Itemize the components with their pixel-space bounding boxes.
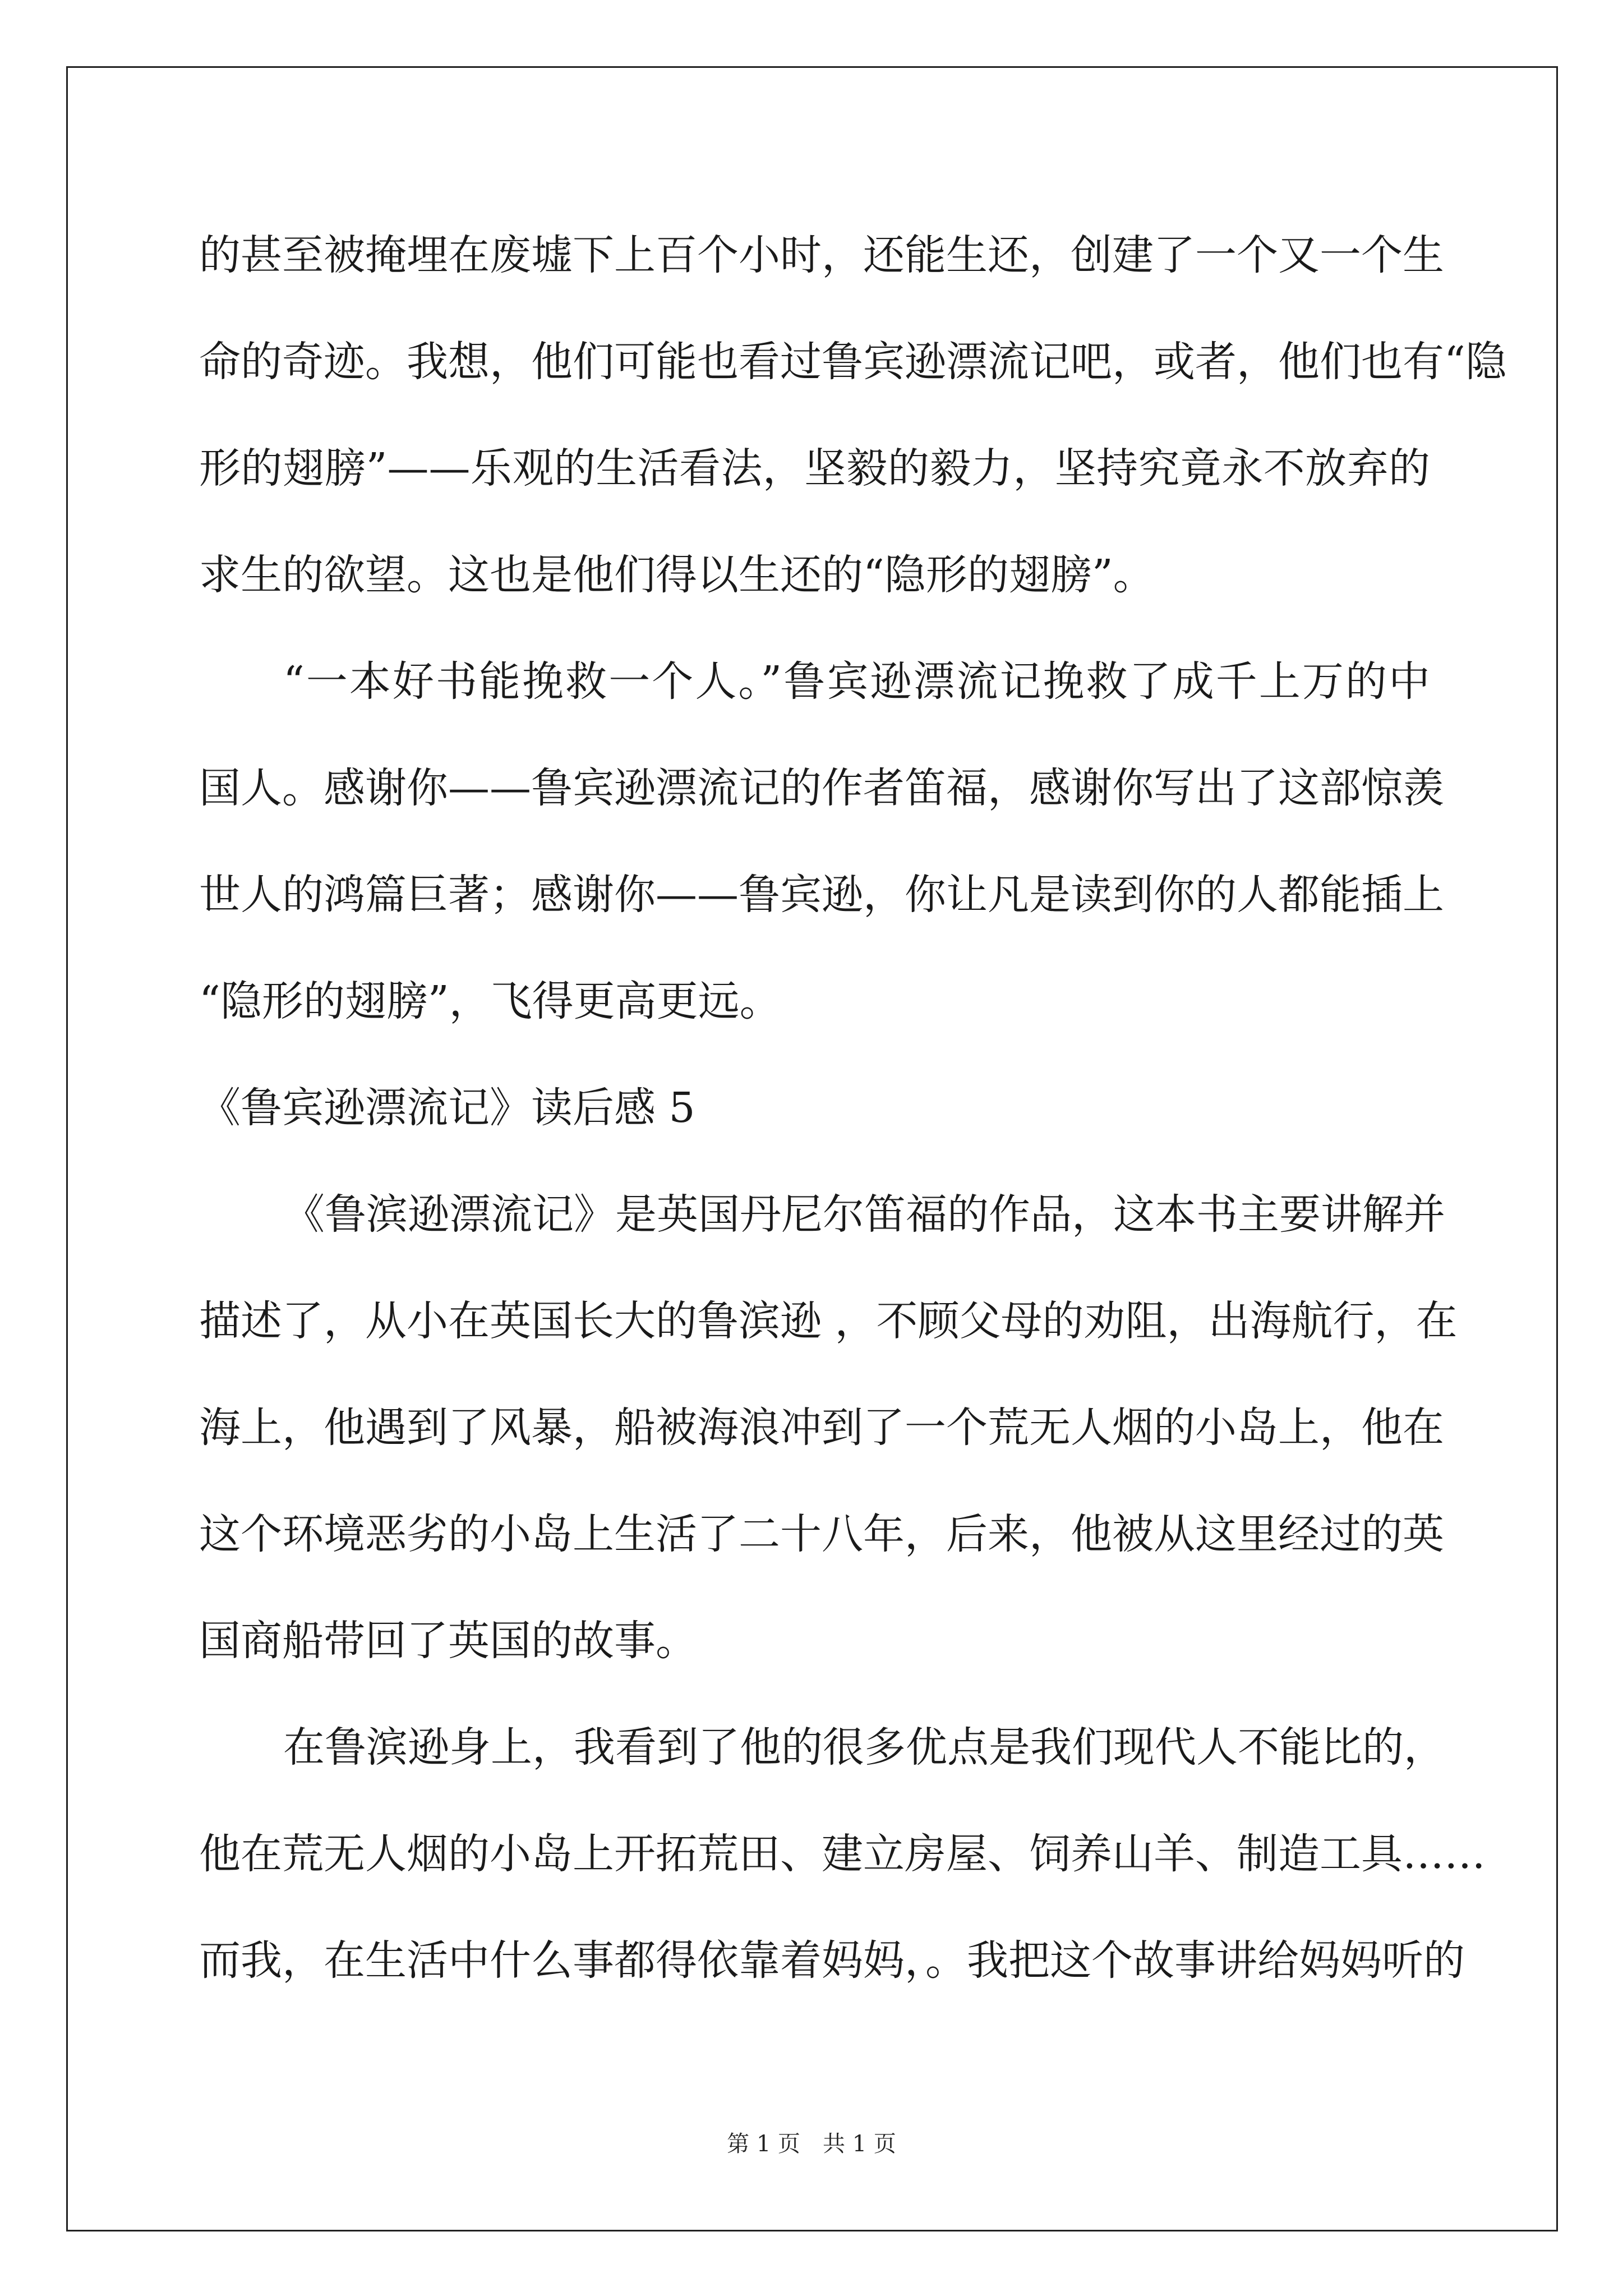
paragraph-line: 命的奇迹。我想，他们可能也看过鲁宾逊漂流记吧，或者，他们也有“隐: [199, 338, 1507, 386]
paragraph-line: 海上，他遇到了风暴，船被海浪冲到了一个荒无人烟的小岛上，他在: [199, 1404, 1444, 1452]
paragraph-line: 这个环境恶劣的小岛上生活了二十八年，后来，他被从这里经过的英: [199, 1510, 1444, 1558]
page-number: 第 1 页 共 1 页: [727, 2131, 896, 2157]
paragraph-line: 的甚至被掩埋在废墟下上百个小时，还能生还，创建了一个又一个生: [199, 231, 1444, 279]
paragraph-line: 描述了，从小在英国长大的鲁滨逊 ，不顾父母的劝阻，出海航行，在: [199, 1297, 1458, 1345]
paragraph-line: 形的翅膀”——乐观的生活看法，坚毅的毅力，坚持究竟永不放弃的: [199, 444, 1430, 493]
paragraph-line: 《鲁滨逊漂流记》是英国丹尼尔笛福的作品，这本书主要讲解并: [283, 1190, 1445, 1239]
paragraph-line: 世人的鸿篇巨著；感谢你——鲁宾逊，你让凡是读到你的人都能插上: [199, 871, 1444, 919]
paragraph-line: 在鲁滨逊身上，我看到了他的很多优点是我们现代人不能比的，: [283, 1723, 1445, 1772]
paragraph-line: 国人。感谢你——鲁宾逊漂流记的作者笛福，感谢你写出了这部惊羡: [199, 764, 1444, 812]
document-body: [199, 202, 1507, 2014]
paragraph-line: “隐形的翅膀”，飞得更高更远。: [199, 977, 781, 1025]
section-heading: 《鲁宾逊漂流记》读后感 5: [199, 1084, 695, 1132]
paragraph-line: 国商船带回了英国的故事。: [199, 1617, 697, 1665]
paragraph-line: 他在荒无人烟的小岛上开拓荒田、建立房屋、饲养山羊、制造工具……: [199, 1830, 1486, 1878]
paragraph-line: 而我，在生活中什么事都得依靠着妈妈，。我把这个故事讲给妈妈听的: [199, 1936, 1465, 1985]
paragraph-line: “一本好书能挽救一个人。”鲁宾逊漂流记挽救了成千上万的中: [283, 657, 1430, 706]
paragraph-line: 求生的欲望。这也是他们得以生还的“隐形的翅膀”。: [199, 551, 1155, 599]
